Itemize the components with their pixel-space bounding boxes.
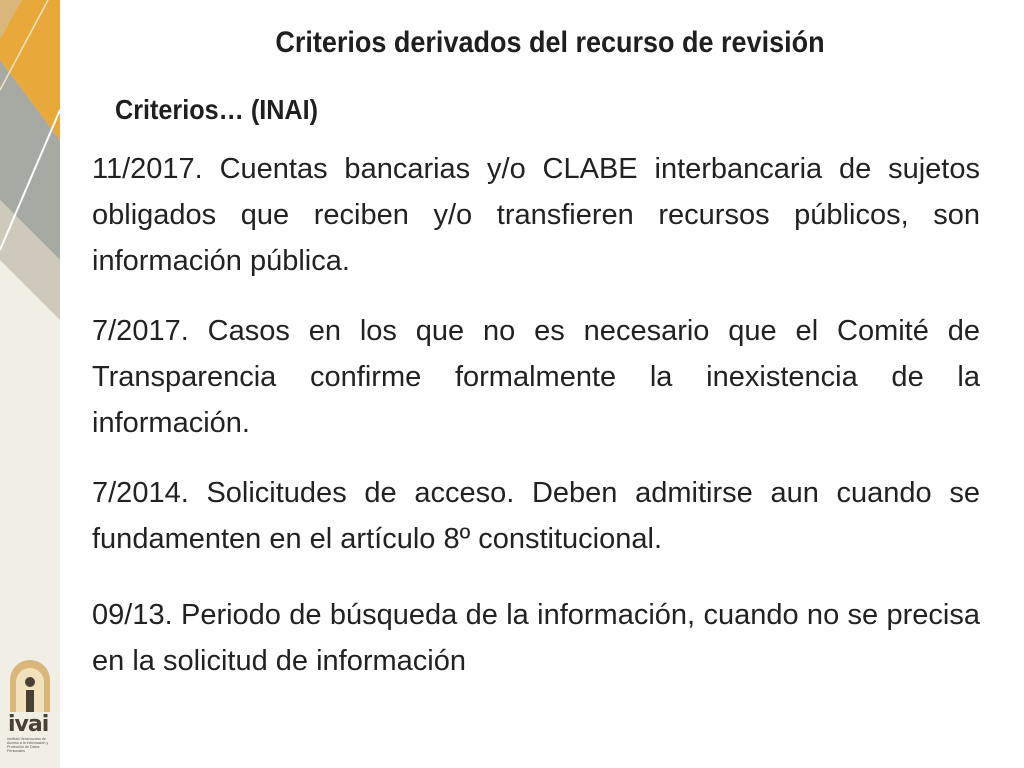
- ivai-logo: [6, 660, 54, 753]
- criterion-item: 11/2017. Cuentas bancarias y/o CLABE interbancaria de sujetos obligados que reciben y/o transfieren recursos públicos, son información pública.: [92, 153, 980, 277]
- decorative-sidebar: [0, 0, 60, 768]
- logo-caption: Instituto Veracruzano de Acceso a la Información y Protección de Datos Personales: [7, 737, 49, 753]
- criterion-item: 7/2014. Solicitudes de acceso. Deben admitirse aun cuando se fundamenten en el artículo 8º constitucional.: [92, 477, 980, 555]
- criteria-list: [92, 146, 980, 708]
- section-subtitle: Criterios… (INAI): [115, 94, 319, 125]
- slide-title: Criterios derivados del recurso de revisión: [275, 26, 825, 59]
- ivai-emblem-icon: [6, 660, 54, 712]
- sidebar-graphic: [0, 0, 60, 768]
- criterion-item: 09/13. Periodo de búsqueda de la información, cuando no se precisa en la solicitud de información: [92, 599, 980, 677]
- logo-wordmark: ivai: [8, 712, 49, 737]
- criterion-item: 7/2017. Casos en los que no es necesario que el Comité de Transparencia confirme formalmente la inexistencia de la información.: [92, 315, 980, 439]
